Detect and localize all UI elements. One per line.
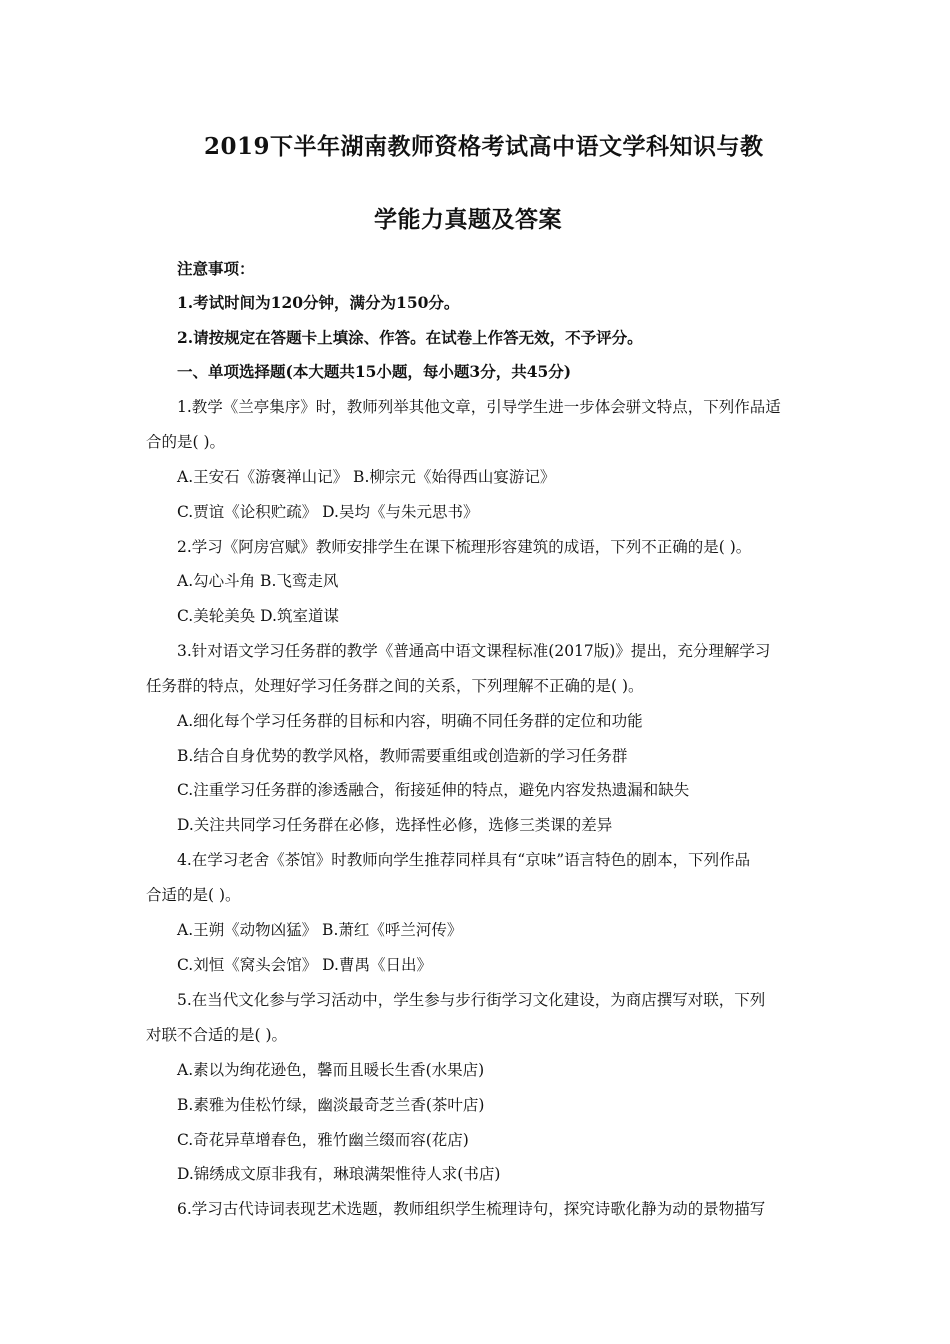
question-3-option-c: C.注重学习任务群的渗透融合，衔接延伸的特点，避免内容发热遗漏和缺失 xyxy=(177,781,690,799)
document-title-line1: 2019下半年湖南教师资格考试高中语文学科知识与教 xyxy=(204,133,764,160)
section-heading: 一、单项选择题(本大题共15小题，每小题3分，共45分) xyxy=(177,362,572,381)
question-3-option-d: D.关注共同学习任务群在必修，选择性必修，选修三类课的差异 xyxy=(177,816,613,834)
notes-heading: 注意事项： xyxy=(177,259,255,278)
question-2-stem: 2.学习《阿房宫赋》教师安排学生在课下梳理形容建筑的成语，下列不正确的是( )。 xyxy=(177,538,752,556)
notes-item-2: 2.请按规定在答题卡上填涂、作答。在试卷上作答无效，不予评分。 xyxy=(177,328,643,347)
question-4-options-ab: A.王朔《动物凶猛》 B.萧红《呼兰河传》 xyxy=(177,921,463,939)
question-3-stem-cont: 任务群的特点，处理好学习任务群之间的关系，下列理解不正确的是( )。 xyxy=(146,677,644,695)
question-4-options-cd: C.刘恒《窝头会馆》 D.曹禺《日出》 xyxy=(177,956,432,974)
question-2-options-cd: C.美轮美奂 D.筑室道谋 xyxy=(177,607,339,625)
question-3-option-b: B.结合自身优势的教学风格，教师需要重组或创造新的学习任务群 xyxy=(177,747,628,765)
question-5-option-b: B.素雅为佳松竹绿，幽淡最奇芝兰香(茶叶店) xyxy=(177,1096,485,1114)
question-5-stem: 5.在当代文化参与学习活动中，学生参与步行街学习文化建设，为商店撰写对联，下列 xyxy=(177,991,766,1009)
question-1-stem: 1.教学《兰亭集序》时，教师列举其他文章，引导学生进一步体会骈文特点，下列作品适 xyxy=(177,398,781,416)
question-3-option-a: A.细化每个学习任务群的目标和内容，明确不同任务群的定位和功能 xyxy=(177,712,643,730)
question-4-stem-cont: 合适的是( )。 xyxy=(146,886,241,904)
question-5-option-c: C.奇花异草增春色，雅竹幽兰缀而容(花店) xyxy=(177,1131,469,1149)
question-6-stem: 6.学习古代诗词表现艺术选题，教师组织学生梳理诗句，探究诗歌化静为动的景物描写 xyxy=(177,1200,766,1218)
question-5-option-d: D.锦绣成文原非我有，琳琅满架惟待人求(书店) xyxy=(177,1165,501,1183)
question-4-stem: 4.在学习老舍《茶馆》时教师向学生推荐同样具有“京味”语言特色的剧本，下列作品 xyxy=(177,851,751,869)
question-5-stem-cont: 对联不合适的是( )。 xyxy=(146,1026,288,1044)
question-1-stem-cont: 合的是( )。 xyxy=(146,433,226,451)
question-3-stem: 3.针对语文学习任务群的教学《普通高中语文课程标准(2017版)》提出，充分理解学习 xyxy=(177,642,771,660)
question-1-options-ab: A.王安石《游褒禅山记》 B.柳宗元《始得西山宴游记》 xyxy=(177,468,556,486)
document-title-line2: 学能力真题及答案 xyxy=(374,206,562,233)
notes-item-1: 1.考试时间为120分钟，满分为150分。 xyxy=(177,293,460,312)
question-2-options-ab: A.勾心斗角 B.飞鸾走风 xyxy=(177,572,339,590)
question-1-options-cd: C.贾谊《论积贮疏》 D.吴均《与朱元思书》 xyxy=(177,503,479,521)
question-5-option-a: A.素以为绚花逊色，馨而且暖长生香(水果店) xyxy=(177,1061,485,1079)
